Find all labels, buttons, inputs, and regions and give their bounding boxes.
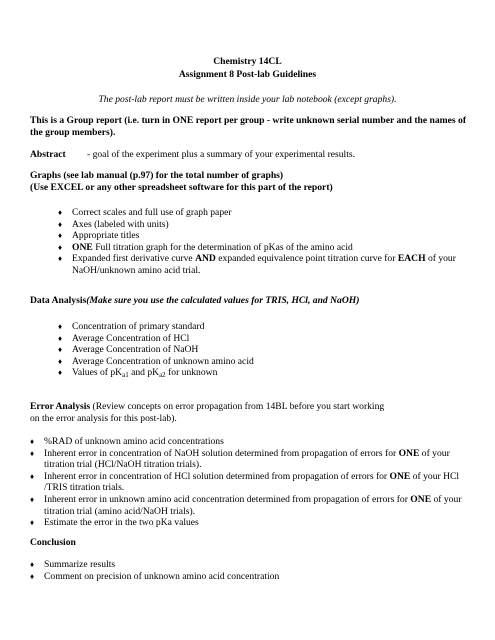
list-item: ♦ Average Concentration of HCl	[58, 332, 190, 344]
abstract-text: - goal of the experiment plus a summary of your experimental results.	[87, 149, 356, 160]
graphs-heading: Graphs (see lab manual (p.97) for the total number of graphs)	[30, 170, 284, 181]
data-analysis-heading: Data Analysis(Make sure you use the calculated values for TRIS, HCl, and NaOH)	[30, 295, 360, 306]
list-item: ♦ Inherent error in unknown amino acid concentration determined from propagation of errors for ONE of your titration trial (amino acid/NaOH trials).	[30, 493, 462, 517]
diamond-bullet-icon: ♦	[30, 518, 35, 528]
list-item: ♦ Average Concentration of NaOH	[58, 344, 199, 356]
diamond-bullet-icon: ♦	[58, 368, 63, 378]
diamond-bullet-icon: ♦	[30, 494, 35, 504]
list-item: ♦ Correct scales and full use of graph paper	[58, 207, 232, 218]
diamond-bullet-icon: ♦	[58, 322, 63, 331]
diamond-bullet-icon: ♦	[58, 219, 63, 229]
diamond-bullet-icon: ♦	[30, 560, 35, 569]
list-item: ♦ Comment on precision of unknown amino acid concentration	[30, 570, 280, 582]
conclusion-heading: Conclusion	[30, 537, 76, 548]
course-title: Chemistry 14CL	[213, 56, 282, 67]
list-item: ♦ Estimate the error in the two pKa values	[30, 517, 199, 529]
assignment-title: Assignment 8 Post-lab Guidelines	[178, 69, 317, 80]
data-analysis-list	[58, 321, 478, 382]
graphs-list	[58, 207, 478, 277]
group-report-instructions: This is a Group report (i.e. turn in ONE report per group - write unknown serial number and the names of the group members).	[30, 115, 467, 138]
list-item: ♦ %RAD of unknown amino acid concentrations	[30, 436, 224, 447]
conclusion-list	[30, 559, 470, 582]
diamond-bullet-icon: ♦	[30, 471, 35, 481]
list-item: ♦ ONE Full titration graph for the determination of pKas of the amino acid	[58, 241, 353, 253]
diamond-bullet-icon: ♦	[58, 345, 63, 355]
list-item: ♦ Inherent error in concentration of HCl solution determined from propagation of errors for ONE of your HCl /TRIS titration trials.	[30, 470, 460, 494]
error-analysis-list	[30, 436, 470, 529]
list-item: ♦ Average Concentration of unknown amino acid	[58, 355, 254, 367]
diamond-bullet-icon: ♦	[30, 571, 35, 581]
diamond-bullet-icon: ♦	[58, 208, 63, 217]
list-item: ♦ Axes (labeled with units)	[58, 218, 169, 230]
diamond-bullet-icon: ♦	[58, 333, 63, 343]
diamond-bullet-icon: ♦	[58, 356, 63, 366]
diamond-bullet-icon: ♦	[58, 242, 63, 252]
list-item: ♦ Summarize results	[30, 559, 116, 570]
list-item: ♦ Inherent error in concentration of NaOH solution determined from propagation of errors for ONE of your titration trial (HCl/NaOH titration trials).	[30, 447, 450, 471]
diamond-bullet-icon: ♦	[58, 254, 63, 264]
error-analysis-heading: Error Analysis (Review concepts on error propagation from 14BL before you start working	[30, 401, 385, 412]
diamond-bullet-icon: ♦	[30, 437, 35, 446]
list-item: ♦ Values of $pK_{a1}$ and $pK_{a2}$ for unknown	[58, 367, 218, 380]
diamond-bullet-icon: ♦	[30, 448, 35, 458]
list-item: ♦ Concentration of primary standard	[58, 321, 205, 332]
abstract-label: Abstract	[30, 149, 66, 160]
diamond-bullet-icon: ♦	[58, 231, 63, 241]
graphs-subheading: (Use EXCEL or any other spreadsheet software for this part of the report)	[30, 182, 333, 193]
report-note: The post-lab report must be written inside your lab notebook (except graphs).	[98, 94, 397, 105]
error-analysis-intro: on the error analysis for this post-lab).	[30, 413, 177, 424]
list-item: ♦ Expanded first derivative curve AND expanded equivalence point titration curve for EACH of your NaOH/unknown amino acid trial.	[58, 253, 456, 276]
list-item: ♦ Appropriate titles	[58, 230, 140, 242]
